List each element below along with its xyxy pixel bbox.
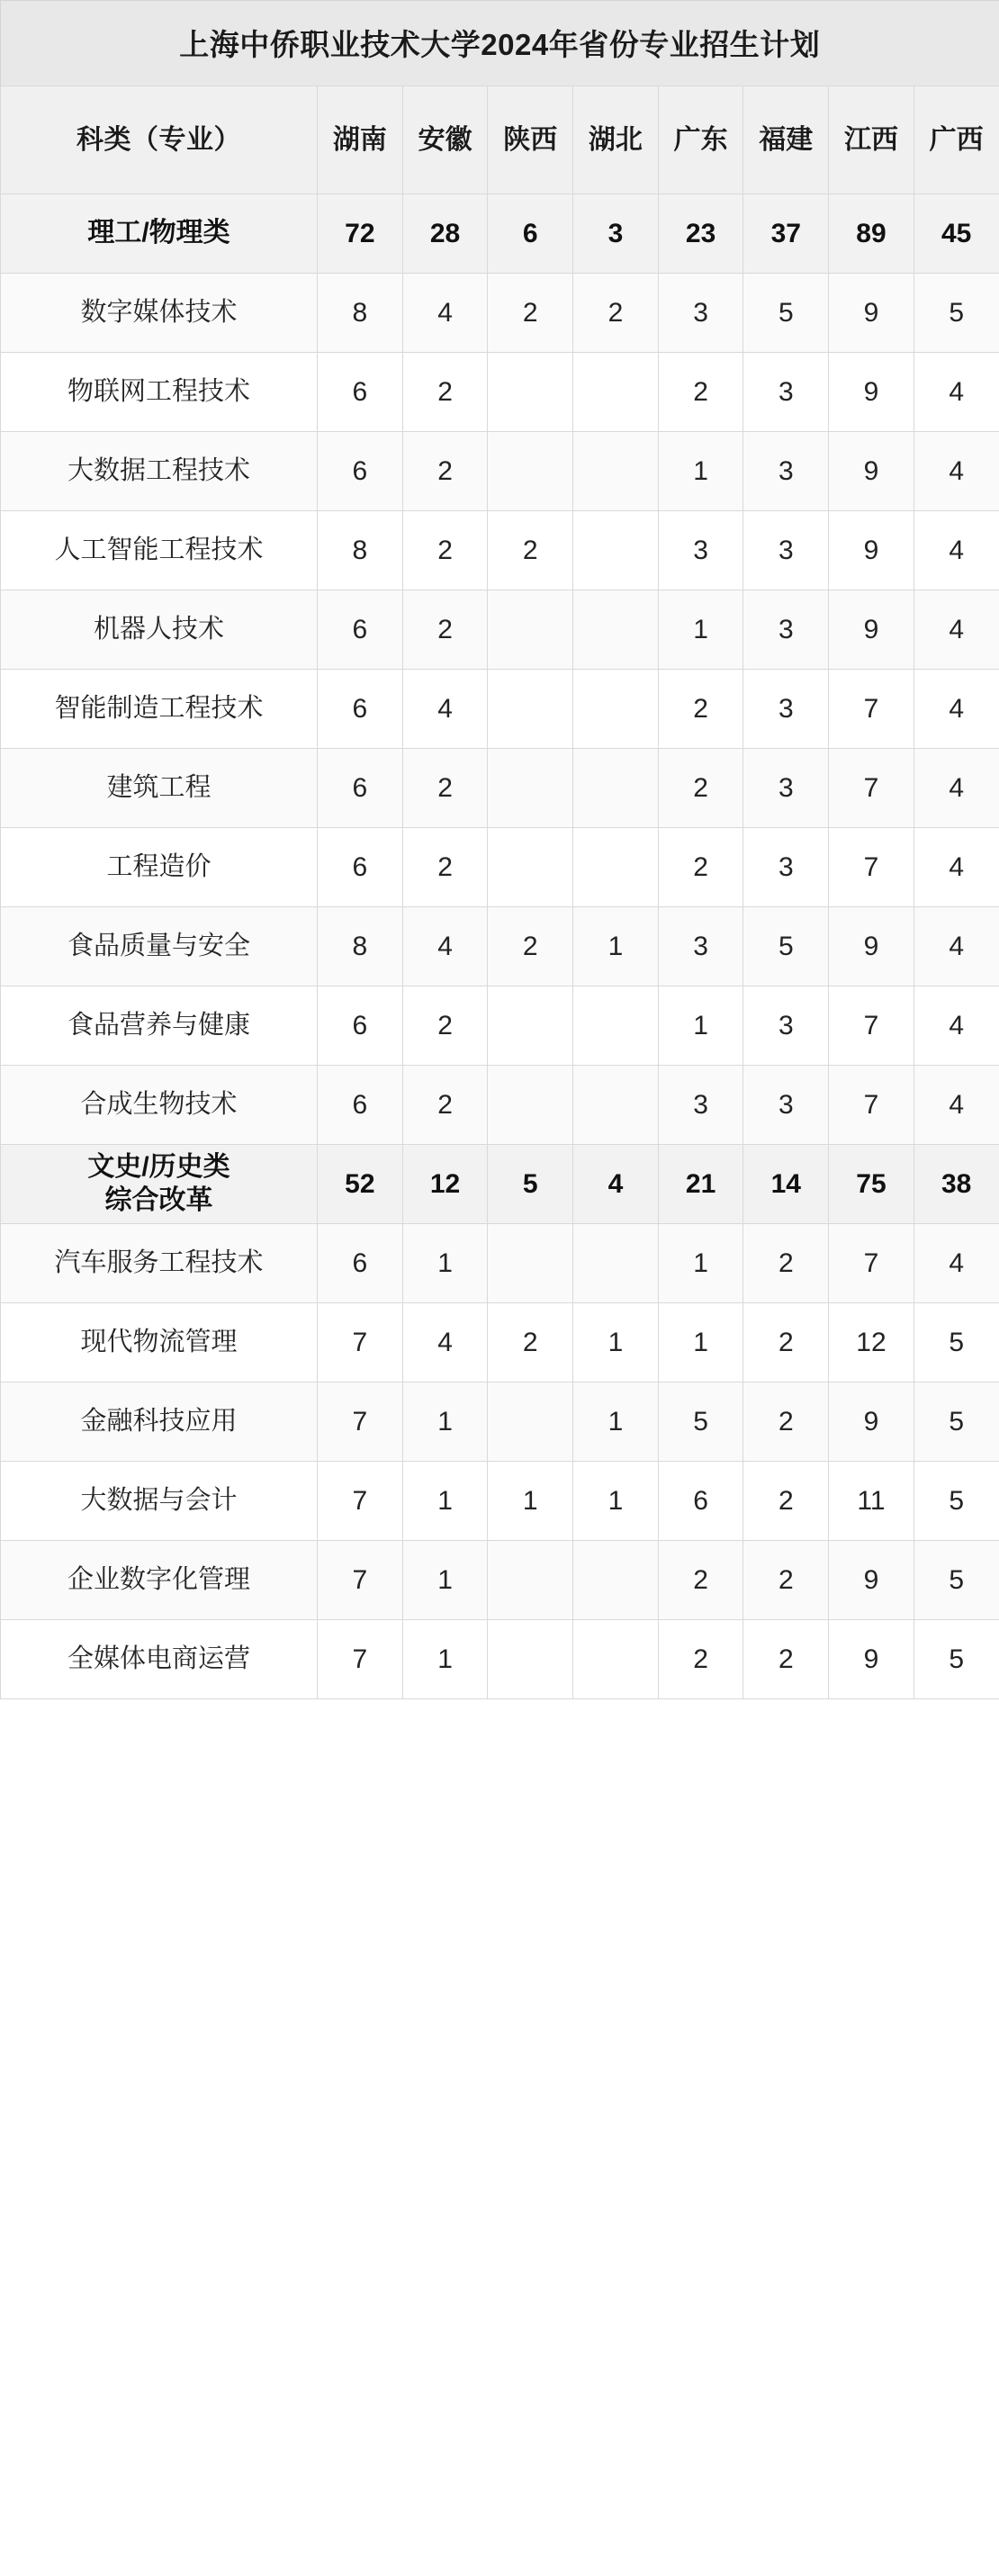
plan-count-cell: 9	[829, 274, 914, 353]
major-name: 机器人技术	[1, 590, 318, 670]
plan-count-cell	[573, 590, 659, 670]
plan-count-cell: 3	[743, 986, 829, 1066]
table-row	[1, 1541, 999, 1620]
plan-count-cell	[573, 511, 659, 590]
plan-count-cell: 4	[402, 907, 488, 986]
plan-count-cell: 3	[743, 511, 829, 590]
plan-count-cell: 2	[658, 670, 743, 749]
major-name: 智能制造工程技术	[1, 670, 318, 749]
page-title: 上海中侨职业技术大学2024年省份专业招生计划	[0, 0, 999, 86]
plan-count-cell: 1	[402, 1462, 488, 1541]
plan-count-cell: 45	[914, 194, 999, 274]
plan-count-cell: 14	[743, 1145, 829, 1224]
plan-count-cell	[488, 432, 573, 511]
column-header-province-guangdong: 广东	[658, 86, 743, 194]
plan-count-cell: 3	[743, 432, 829, 511]
major-name: 物联网工程技术	[1, 353, 318, 432]
plan-count-cell: 5	[914, 274, 999, 353]
plan-count-cell: 5	[743, 907, 829, 986]
plan-count-cell: 2	[573, 274, 659, 353]
major-name: 企业数字化管理	[1, 1541, 318, 1620]
plan-count-cell: 2	[658, 749, 743, 828]
plan-count-cell: 7	[318, 1462, 403, 1541]
major-name: 大数据工程技术	[1, 432, 318, 511]
plan-count-cell: 7	[318, 1541, 403, 1620]
plan-count-cell: 1	[402, 1224, 488, 1303]
plan-count-cell: 4	[914, 907, 999, 986]
plan-count-cell: 4	[914, 749, 999, 828]
column-header-province-hunan: 湖南	[318, 86, 403, 194]
plan-count-cell: 1	[658, 1224, 743, 1303]
major-name: 大数据与会计	[1, 1462, 318, 1541]
major-name: 合成生物技术	[1, 1066, 318, 1145]
plan-count-cell: 9	[829, 590, 914, 670]
plan-count-cell: 3	[743, 590, 829, 670]
plan-count-cell: 5	[914, 1303, 999, 1383]
plan-count-cell: 2	[488, 907, 573, 986]
plan-count-cell: 4	[402, 670, 488, 749]
column-header-province-jiangxi: 江西	[829, 86, 914, 194]
plan-count-cell: 2	[402, 828, 488, 907]
plan-count-cell	[573, 1066, 659, 1145]
plan-count-cell: 5	[914, 1462, 999, 1541]
plan-count-cell	[488, 986, 573, 1066]
plan-count-cell: 5	[743, 274, 829, 353]
plan-count-cell: 8	[318, 274, 403, 353]
plan-count-cell: 6	[318, 432, 403, 511]
plan-count-cell: 4	[914, 590, 999, 670]
plan-count-cell: 6	[658, 1462, 743, 1541]
plan-count-cell: 1	[402, 1541, 488, 1620]
plan-count-cell: 6	[318, 1066, 403, 1145]
plan-count-cell: 4	[914, 828, 999, 907]
plan-count-cell: 3	[658, 511, 743, 590]
plan-count-cell: 3	[743, 670, 829, 749]
plan-count-cell: 1	[573, 1383, 659, 1462]
table-row	[1, 1383, 999, 1462]
plan-count-cell	[573, 1224, 659, 1303]
table-header-row	[1, 86, 999, 194]
plan-count-cell: 38	[914, 1145, 999, 1224]
plan-count-cell: 2	[402, 432, 488, 511]
plan-count-cell: 3	[743, 1066, 829, 1145]
plan-count-cell: 4	[402, 1303, 488, 1383]
plan-count-cell: 2	[743, 1303, 829, 1383]
column-header-province-hubei: 湖北	[573, 86, 659, 194]
plan-count-cell	[488, 1620, 573, 1699]
plan-count-cell: 9	[829, 353, 914, 432]
plan-count-cell	[573, 749, 659, 828]
plan-count-cell: 1	[573, 1462, 659, 1541]
plan-count-cell: 9	[829, 511, 914, 590]
plan-count-cell: 6	[318, 353, 403, 432]
plan-count-cell: 2	[488, 511, 573, 590]
plan-count-cell: 7	[829, 828, 914, 907]
plan-count-cell: 2	[743, 1462, 829, 1541]
plan-count-cell: 7	[829, 670, 914, 749]
plan-count-cell	[573, 353, 659, 432]
group-label: 文史/历史类 综合改革	[1, 1145, 318, 1224]
plan-count-cell: 3	[573, 194, 659, 274]
table-row	[1, 1224, 999, 1303]
plan-count-cell: 1	[658, 986, 743, 1066]
plan-count-cell: 2	[743, 1224, 829, 1303]
column-header-province-anhui: 安徽	[402, 86, 488, 194]
plan-count-cell: 6	[318, 590, 403, 670]
plan-count-cell: 9	[829, 1541, 914, 1620]
column-header-province-guangxi: 广西	[914, 86, 999, 194]
major-name: 现代物流管理	[1, 1303, 318, 1383]
plan-count-cell: 2	[488, 274, 573, 353]
major-name: 金融科技应用	[1, 1383, 318, 1462]
plan-count-cell: 2	[658, 1541, 743, 1620]
plan-count-cell: 2	[488, 1303, 573, 1383]
column-header-province-fujian: 福建	[743, 86, 829, 194]
table-row	[1, 907, 999, 986]
plan-count-cell	[573, 432, 659, 511]
plan-count-cell: 5	[914, 1383, 999, 1462]
plan-count-cell: 4	[914, 1224, 999, 1303]
plan-count-cell: 4	[914, 432, 999, 511]
plan-count-cell: 9	[829, 1620, 914, 1699]
plan-count-cell: 4	[914, 986, 999, 1066]
column-header-major: 科类（专业）	[1, 86, 318, 194]
plan-count-cell: 4	[914, 670, 999, 749]
table-row	[1, 1303, 999, 1383]
plan-count-cell	[573, 986, 659, 1066]
plan-count-cell: 4	[914, 1066, 999, 1145]
plan-count-cell: 5	[914, 1620, 999, 1699]
plan-count-cell: 7	[829, 749, 914, 828]
table-header	[1, 86, 999, 194]
plan-count-cell: 2	[402, 1066, 488, 1145]
plan-count-cell: 2	[658, 353, 743, 432]
plan-count-cell: 2	[402, 590, 488, 670]
plan-count-cell: 1	[402, 1383, 488, 1462]
plan-count-cell	[488, 590, 573, 670]
plan-count-cell: 3	[743, 828, 829, 907]
plan-count-cell: 5	[658, 1383, 743, 1462]
plan-count-cell: 1	[573, 1303, 659, 1383]
plan-count-cell	[488, 353, 573, 432]
plan-count-cell: 4	[914, 511, 999, 590]
plan-count-cell: 2	[743, 1620, 829, 1699]
plan-count-cell	[573, 1620, 659, 1699]
table-row	[1, 590, 999, 670]
plan-count-cell: 37	[743, 194, 829, 274]
plan-count-cell: 8	[318, 907, 403, 986]
table-row	[1, 353, 999, 432]
table-row	[1, 1620, 999, 1699]
plan-count-cell: 2	[743, 1383, 829, 1462]
plan-count-cell: 7	[318, 1620, 403, 1699]
table-row	[1, 670, 999, 749]
plan-count-cell: 1	[658, 590, 743, 670]
plan-count-cell: 2	[743, 1541, 829, 1620]
plan-count-cell: 12	[402, 1145, 488, 1224]
plan-count-cell: 6	[488, 194, 573, 274]
column-header-province-shaanxi: 陕西	[488, 86, 573, 194]
plan-count-cell: 6	[318, 986, 403, 1066]
plan-count-cell	[488, 1066, 573, 1145]
plan-count-cell	[488, 670, 573, 749]
major-name: 人工智能工程技术	[1, 511, 318, 590]
major-name: 数字媒体技术	[1, 274, 318, 353]
table-row	[1, 511, 999, 590]
table-row	[1, 432, 999, 511]
major-name: 全媒体电商运营	[1, 1620, 318, 1699]
major-name: 食品质量与安全	[1, 907, 318, 986]
plan-count-cell: 4	[402, 274, 488, 353]
plan-count-cell: 11	[829, 1462, 914, 1541]
table-row	[1, 986, 999, 1066]
plan-count-cell: 8	[318, 511, 403, 590]
plan-count-cell: 23	[658, 194, 743, 274]
plan-count-cell: 89	[829, 194, 914, 274]
plan-count-cell: 52	[318, 1145, 403, 1224]
plan-count-cell: 6	[318, 1224, 403, 1303]
plan-count-cell: 7	[829, 1224, 914, 1303]
plan-count-cell: 7	[318, 1303, 403, 1383]
plan-count-cell: 9	[829, 432, 914, 511]
plan-count-cell: 1	[402, 1620, 488, 1699]
plan-count-cell: 4	[914, 353, 999, 432]
plan-count-cell	[488, 828, 573, 907]
plan-count-cell: 2	[402, 986, 488, 1066]
plan-count-cell: 6	[318, 828, 403, 907]
plan-count-cell: 1	[658, 1303, 743, 1383]
table-body	[1, 194, 999, 1699]
major-name: 汽车服务工程技术	[1, 1224, 318, 1303]
plan-count-cell	[488, 749, 573, 828]
table-row	[1, 749, 999, 828]
table-row	[1, 1066, 999, 1145]
major-name: 工程造价	[1, 828, 318, 907]
plan-count-cell	[573, 670, 659, 749]
plan-count-cell: 2	[658, 828, 743, 907]
plan-count-cell: 1	[573, 907, 659, 986]
plan-count-cell	[573, 828, 659, 907]
plan-count-cell: 2	[402, 749, 488, 828]
plan-count-cell: 75	[829, 1145, 914, 1224]
plan-count-cell: 9	[829, 907, 914, 986]
table-row	[1, 1462, 999, 1541]
plan-count-cell: 72	[318, 194, 403, 274]
group-label: 理工/物理类	[1, 194, 318, 274]
plan-count-cell: 3	[658, 1066, 743, 1145]
plan-count-cell: 6	[318, 670, 403, 749]
plan-count-cell: 3	[743, 749, 829, 828]
plan-count-cell: 3	[658, 907, 743, 986]
plan-count-cell: 2	[658, 1620, 743, 1699]
plan-count-cell: 12	[829, 1303, 914, 1383]
plan-count-cell: 5	[488, 1145, 573, 1224]
plan-count-cell: 21	[658, 1145, 743, 1224]
plan-count-cell: 7	[829, 986, 914, 1066]
plan-count-cell	[488, 1541, 573, 1620]
plan-count-cell: 7	[318, 1383, 403, 1462]
table-row	[1, 274, 999, 353]
plan-count-cell: 1	[488, 1462, 573, 1541]
plan-count-cell: 3	[743, 353, 829, 432]
plan-count-cell: 2	[402, 511, 488, 590]
plan-count-cell: 4	[573, 1145, 659, 1224]
plan-count-cell	[573, 1541, 659, 1620]
plan-count-cell: 9	[829, 1383, 914, 1462]
table-row-group	[1, 194, 999, 274]
plan-count-cell: 6	[318, 749, 403, 828]
plan-count-cell: 28	[402, 194, 488, 274]
plan-count-cell: 7	[829, 1066, 914, 1145]
table-row-group	[1, 1145, 999, 1224]
plan-count-cell: 2	[402, 353, 488, 432]
plan-count-cell: 1	[658, 432, 743, 511]
plan-count-cell	[488, 1383, 573, 1462]
plan-count-cell: 3	[658, 274, 743, 353]
major-name: 食品营养与健康	[1, 986, 318, 1066]
plan-count-cell	[488, 1224, 573, 1303]
table-row	[1, 828, 999, 907]
plan-count-cell: 5	[914, 1541, 999, 1620]
major-name: 建筑工程	[1, 749, 318, 828]
